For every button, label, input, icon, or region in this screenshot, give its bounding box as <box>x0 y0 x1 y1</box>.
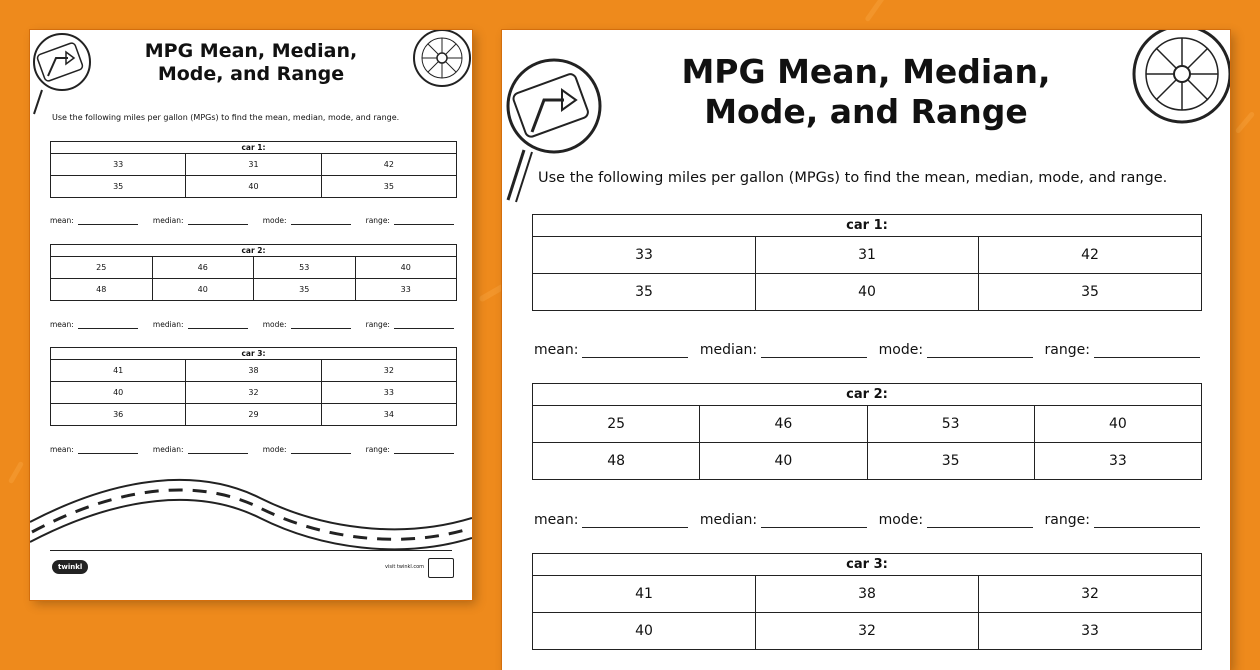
table-row <box>51 257 457 279</box>
table-row <box>533 237 1202 274</box>
mode-field[interactable] <box>263 216 351 225</box>
car-label: car 1: <box>51 142 457 154</box>
answer-line[interactable] <box>78 445 138 454</box>
mpg-cell: 32 <box>756 613 979 650</box>
mpg-cell: 35 <box>321 176 456 198</box>
answer-line[interactable] <box>927 513 1033 528</box>
car-label: car 3: <box>533 554 1202 576</box>
car-label: car 3: <box>51 348 457 360</box>
mode-field[interactable] <box>263 320 351 329</box>
range-label: range: <box>365 445 390 454</box>
mpg-cell: 35 <box>51 176 186 198</box>
table-row <box>533 406 1202 443</box>
mpg-cell: 41 <box>533 576 756 613</box>
mean-label: mean: <box>534 342 579 358</box>
mean-field[interactable] <box>50 445 138 454</box>
median-field[interactable] <box>153 445 248 454</box>
median-label: median: <box>699 512 758 528</box>
car-label: car 1: <box>533 215 1202 237</box>
median-label: median: <box>152 320 184 329</box>
footer-divider <box>50 550 452 551</box>
range-field[interactable] <box>1045 512 1200 528</box>
mpg-cell: 46 <box>700 406 867 443</box>
mpg-cell: 40 <box>700 443 867 480</box>
table-row <box>533 613 1202 650</box>
range-label: range: <box>1044 342 1090 358</box>
mpg-cell: 33 <box>1034 443 1201 480</box>
mpg-cell: 33 <box>533 237 756 274</box>
answer-line[interactable] <box>291 320 351 329</box>
answer-line[interactable] <box>927 343 1033 358</box>
car-1-table <box>50 141 457 198</box>
worksheet-title: MPG Mean, Median, Mode, and Range <box>681 52 1051 132</box>
answer-line[interactable] <box>761 343 867 358</box>
car-2-table <box>50 244 457 301</box>
answer-line[interactable] <box>188 445 248 454</box>
mode-label: mode: <box>262 320 287 329</box>
mpg-cell: 41 <box>51 360 186 382</box>
mode-label: mode: <box>878 512 924 528</box>
mpg-cell: 42 <box>321 154 456 176</box>
answer-line[interactable] <box>394 445 454 454</box>
mpg-cell: 35 <box>254 279 356 301</box>
range-field[interactable] <box>366 216 454 225</box>
mode-label: mode: <box>878 342 924 358</box>
mode-field[interactable] <box>879 342 1033 358</box>
mean-field[interactable] <box>50 320 138 329</box>
mpg-cell: 31 <box>756 237 979 274</box>
twinkl-logo: twinkl <box>52 560 88 574</box>
answer-line[interactable] <box>78 320 138 329</box>
table-row <box>533 443 1202 480</box>
mpg-cell: 33 <box>51 154 186 176</box>
mpg-cell: 32 <box>186 382 321 404</box>
mpg-cell: 25 <box>51 257 153 279</box>
median-field[interactable] <box>700 342 867 358</box>
mean-label: mean: <box>50 445 74 454</box>
mpg-cell: 42 <box>979 237 1202 274</box>
mpg-cell: 40 <box>1034 406 1201 443</box>
mean-label: mean: <box>50 320 74 329</box>
background-streak <box>8 461 24 484</box>
mpg-cell: 32 <box>321 360 456 382</box>
range-field[interactable] <box>1045 342 1200 358</box>
car-label: car 2: <box>533 384 1202 406</box>
answer-line[interactable] <box>394 216 454 225</box>
car-1-table <box>532 214 1202 311</box>
range-label: range: <box>1044 512 1090 528</box>
mpg-cell: 33 <box>355 279 457 301</box>
table-row <box>51 404 457 426</box>
mpg-cell: 48 <box>51 279 153 301</box>
answer-line[interactable] <box>1094 343 1200 358</box>
mean-label: mean: <box>50 216 74 225</box>
mpg-cell: 53 <box>867 406 1034 443</box>
worksheet-title: MPG Mean, Median, Mode, and Range <box>144 40 358 86</box>
table-row <box>51 382 457 404</box>
mpg-cell: 40 <box>355 257 457 279</box>
answer-line[interactable] <box>582 513 688 528</box>
table-row <box>533 274 1202 311</box>
answer-line[interactable] <box>394 320 454 329</box>
mpg-cell: 40 <box>756 274 979 311</box>
mpg-cell: 38 <box>186 360 321 382</box>
mean-field[interactable] <box>534 342 688 358</box>
car-2-table <box>532 383 1202 480</box>
car-2-stats <box>50 320 454 329</box>
visit-text: visit twinkl.com <box>385 564 425 570</box>
mpg-cell: 33 <box>321 382 456 404</box>
car-3-table <box>50 347 457 426</box>
mpg-cell: 29 <box>186 404 321 426</box>
car-label: car 2: <box>51 245 457 257</box>
mpg-cell: 35 <box>979 274 1202 311</box>
median-field[interactable] <box>700 512 867 528</box>
mpg-cell: 35 <box>867 443 1034 480</box>
checked-badge-icon <box>428 558 454 578</box>
mpg-cell: 48 <box>533 443 700 480</box>
car-2-stats <box>534 512 1200 528</box>
mode-label: mode: <box>262 216 287 225</box>
worksheet-instructions: Use the following miles per gallon (MPGs) to find the mean, median, mode, and range. <box>538 170 1168 186</box>
background-streak <box>864 0 885 22</box>
answer-line[interactable] <box>582 343 688 358</box>
range-label: range: <box>365 216 390 225</box>
mpg-cell: 38 <box>756 576 979 613</box>
table-row <box>51 279 457 301</box>
range-label: range: <box>365 320 390 329</box>
mpg-cell: 40 <box>152 279 254 301</box>
car-3-table <box>532 553 1202 650</box>
mpg-cell: 36 <box>51 404 186 426</box>
mpg-cell: 32 <box>979 576 1202 613</box>
range-field[interactable] <box>366 445 454 454</box>
answer-line[interactable] <box>291 216 351 225</box>
worksheet-instructions: Use the following miles per gallon (MPGs) to find the mean, median, mode, and range. <box>52 113 400 122</box>
table-row <box>51 360 457 382</box>
mpg-cell: 35 <box>533 274 756 311</box>
median-field[interactable] <box>153 320 248 329</box>
mode-label: mode: <box>262 445 287 454</box>
median-label: median: <box>699 342 758 358</box>
mpg-cell: 40 <box>533 613 756 650</box>
worksheet-preview-left <box>30 30 472 600</box>
mpg-cell: 40 <box>51 382 186 404</box>
car-1-stats <box>534 342 1200 358</box>
worksheet-zoomed-right <box>502 30 1230 670</box>
table-row <box>51 154 457 176</box>
mpg-cell: 31 <box>186 154 321 176</box>
median-field[interactable] <box>153 216 248 225</box>
median-label: median: <box>152 216 184 225</box>
mpg-cell: 53 <box>254 257 356 279</box>
answer-line[interactable] <box>78 216 138 225</box>
mode-field[interactable] <box>263 445 351 454</box>
mean-label: mean: <box>534 512 579 528</box>
mean-field[interactable] <box>534 512 688 528</box>
answer-line[interactable] <box>188 320 248 329</box>
mean-field[interactable] <box>50 216 138 225</box>
answer-line[interactable] <box>1094 513 1200 528</box>
table-row <box>51 176 457 198</box>
answer-line[interactable] <box>761 513 867 528</box>
answer-line[interactable] <box>188 216 248 225</box>
mpg-cell: 33 <box>979 613 1202 650</box>
answer-line[interactable] <box>291 445 351 454</box>
median-label: median: <box>152 445 184 454</box>
car-3-stats <box>50 445 454 454</box>
background-streak <box>1235 111 1256 134</box>
table-row <box>533 576 1202 613</box>
road-illustration <box>30 470 472 550</box>
mpg-cell: 34 <box>321 404 456 426</box>
range-field[interactable] <box>366 320 454 329</box>
mode-field[interactable] <box>879 512 1033 528</box>
mpg-cell: 25 <box>533 406 700 443</box>
car-1-stats <box>50 216 454 225</box>
mpg-cell: 40 <box>186 176 321 198</box>
mpg-cell: 46 <box>152 257 254 279</box>
